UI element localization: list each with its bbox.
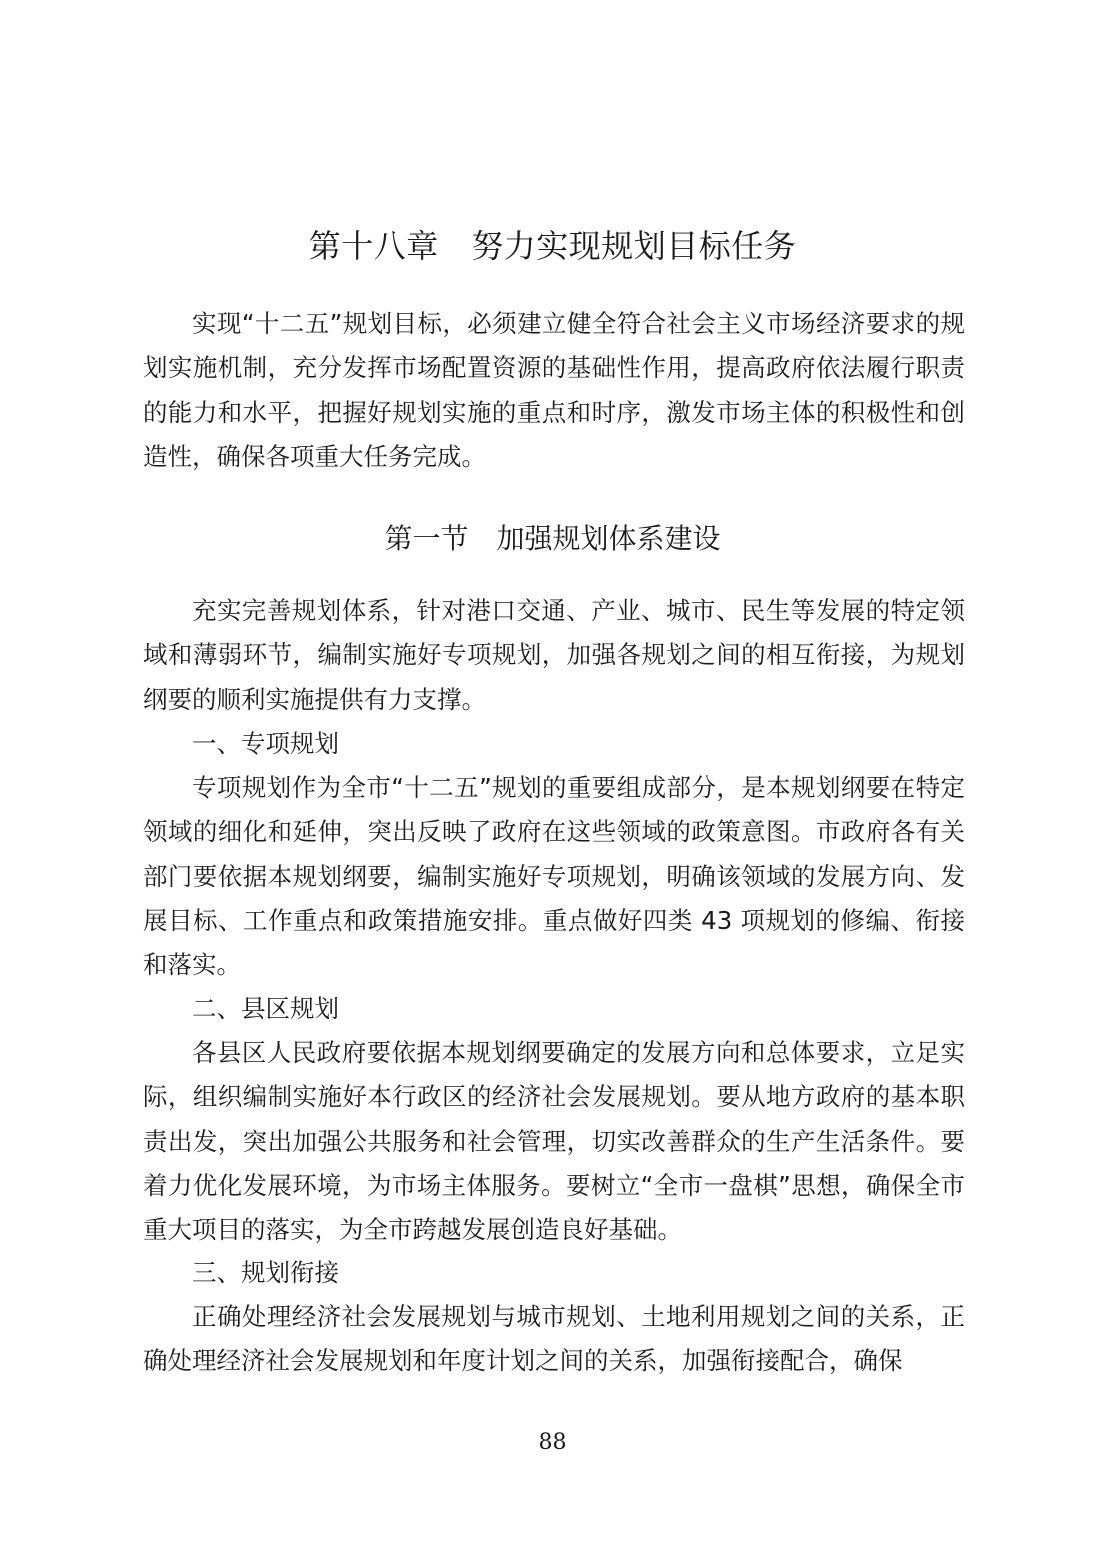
section-title: 第一节 加强规划体系建设 bbox=[384, 522, 721, 555]
paragraph-special-planning: 专项规划作为全市“十二五”规划的重要组成部分，是本规划纲要在特定领域的细化和延伸，突出反映了政府在这些领域的政策意图。市政府各有关部门要依据本规划纲要，编制实施好专项规划，明确该领域的发展方向、发展目标、工作重点和政策措施安排。重点做好四类 43 项规划的修编、衔接和落实。 bbox=[143, 773, 965, 980]
chapter-title: 第十八章 努力实现规划目标任务 bbox=[308, 227, 797, 265]
paragraph-planning-coordination: 正确处理经济社会发展规划与城市规划、土地利用规划之间的关系，正确处理经济社会发展规划和年度计划之间的关系，加强衔接配合，确保 bbox=[143, 1302, 965, 1376]
section-intro-paragraph: 充实完善规划体系，针对港口交通、产业、城市、民生等发展的特定领域和薄弱环节，编制实施好专项规划，加强各规划之间的相互衔接，为规划纲要的顺利实施提供有力支撑。 bbox=[143, 596, 965, 714]
subheading-county-planning: 二、县区规划 bbox=[192, 994, 339, 1023]
page-number: 88 bbox=[538, 1430, 567, 1455]
subheading-special-planning: 一、专项规划 bbox=[192, 729, 339, 758]
paragraph-county-planning: 各县区人民政府要依据本规划纲要确定的发展方向和总体要求，立足实际，组织编制实施好本行政区的经济社会发展规划。要从地方政府的基本职责出发，突出加强公共服务和社会管理，切实改善群众的生产生活条件。要着力优化发展环境，为市场主体服务。要树立“全市一盘棋”思想，确保全市重大项目的落实，为全市跨越发展创造良好基础。 bbox=[143, 1038, 965, 1245]
chapter-intro-paragraph: 实现“十二五”规划目标，必须建立健全符合社会主义市场经济要求的规划实施机制，充分发挥市场配置资源的基础性作用，提高政府依法履行职责的能力和水平，把握好规划实施的重点和时序，激发市场主体的积极性和创造性，确保各项重大任务完成。 bbox=[143, 309, 965, 471]
subheading-planning-coordination: 三、规划衔接 bbox=[192, 1258, 339, 1287]
